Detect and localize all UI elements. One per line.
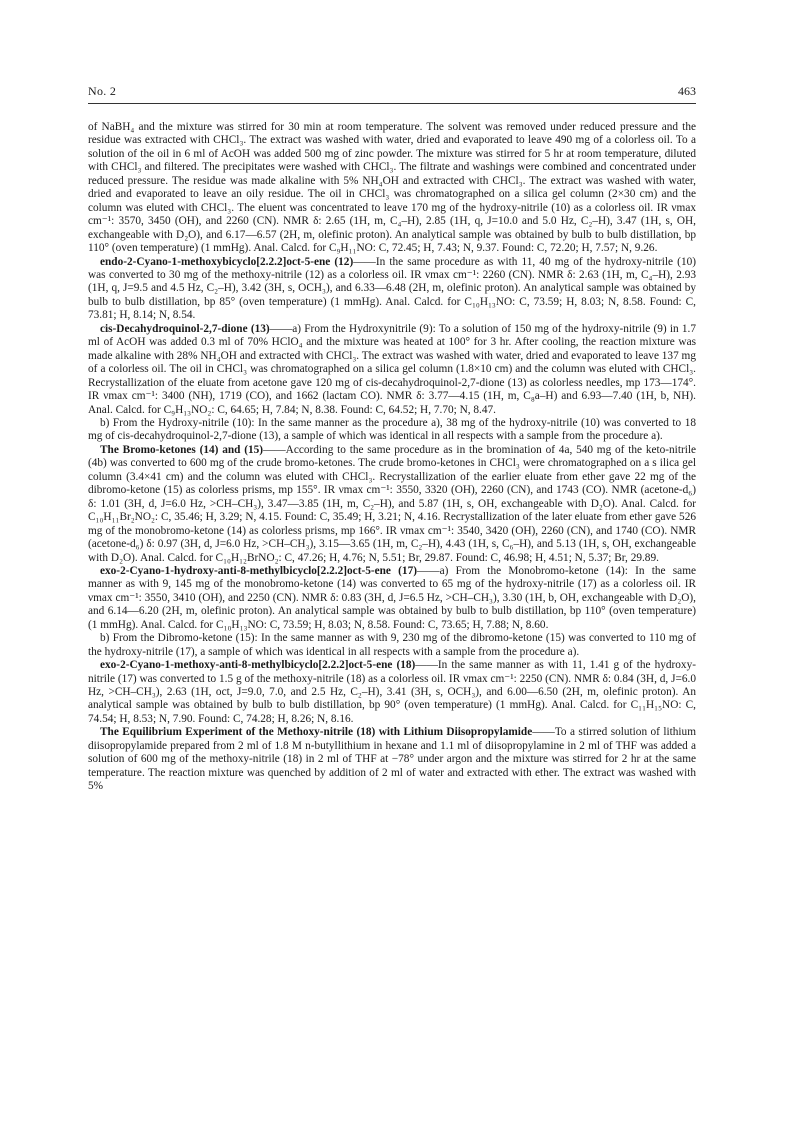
section-heading: exo-2-Cyano-1-methoxy-anti-8-methylbicyclo[2.2.2]oct-5-ene (18) [100,659,416,672]
body-text [88,121,696,794]
section-heading: The Bromo-ketones (14) and (15) [100,443,264,456]
procedure-b-13 [88,417,696,444]
section-bromo-ketones [88,444,696,565]
paragraph-text: b) From the Dibromo-ketone (15): In the same manner as with 9, 230 mg of the dibromo-ketone (15) was converted to 110 mg of the hydroxy-nitrile (17), a sample of which was identical in all respects with a sample from the procedure a). [88,632,696,658]
section-compound-12 [88,256,696,323]
paragraph-text: ——a) From the Hydroxynitrile (9): To a solution of 150 mg of the hydroxy-nitrile (9) in 1.7 ml of AcOH was added 0.3 ml of 70% HClO₄ and the mixture was heated at 100° for 3 hr. After cooling, the reaction mixture was made alkaline with 28% NH₄OH and extracted with CHCl₃. The extract was washed with water, dried and evaporated to leave 137 mg of a colorless oil. The oil in CHCl₃ was chromatographed on a silica gel column (1.8×10 cm) and the column was eluted with CHCl₃. Recrystallization of the eluate from acetone gave 120 mg of cis-decahydroquinol-2,7-dione (13) as colorless needles, mp 173—174°. IR νmax cm⁻¹: 3400 (NH), 1719 (CO), and 1662 (lactam CO). NMR δ: 3.77—4.15 (1H, m, C₈a–H) and 6.93—7.40 (1H, b, NH). Anal. Calcd. for C₉H₁₃NO₂: C, 64.65; H, 7.84; N, 8.38. Found: C, 64.52; H, 7.70; N, 8.47. [88,322,697,416]
header-rule [88,103,696,104]
paragraph-text: b) From the Hydroxy-nitrile (10): In the same manner as the procedure a), 38 mg of the hydroxy-nitrile (10) was converted to 18 mg of cis-decahydroquinol-2,7-dione (13), a sample of which was identical in all respects with a sample from the procedure a). [88,416,696,443]
paragraph-text: ——In the same manner as with 11, 1.41 g of the hydroxy-nitrile (17) was converted to 1.5 g of the methoxy-nitrile (18) as a colorless oil. IR νmax cm⁻¹: 2250 (CN). NMR δ: 0.84 (3H, d, J=6.0 Hz, >CH–CH₃), 2.63 (1H, oct, J=9.0, 7.0, and 2.5 Hz, C₂–H), 3.41 (3H, s, OCH₃), and 6.00—6.50 (2H, m, olefinic proton). An analytical sample was obtained by bulb to bulb distillation, bp 90° (oven temperature) (1 mmHg). Anal. Calcd. for C₁₁H₁₅NO: C, 74.54; H, 8.53; N, 7.90. Found: C, 74.28; H, 8.26; N, 8.16. [88,659,696,725]
section-compound-17 [88,565,696,632]
section-heading: cis-Decahydroquinol-2,7-dione (13) [100,322,270,335]
section-compound-18 [88,659,696,726]
page-number: 463 [678,84,696,98]
procedure-b-17 [88,632,696,659]
paragraph-text: of NaBH₄ and the mixture was stirred for 30 min at room temperature. The solvent was removed under reduced pressure and the residue was extracted with CHCl₃. The extract was washed with water, dried and evaporated to leave 490 mg of a colorless oil. To a solution of the oil in 6 ml of AcOH was added 500 mg of zinc powder. The mixture was stirred for 5 hr at room temperature, diluted with CHCl₃ and filtered. The precipitates were washed with CHCl₃. The filtrate and washings were combined and concentrated under reduced pressure. The residue was made alkaline with 5% NH₄OH and extracted with CHCl₃. The extract was washed with water, dried and evaporated to leave an oily residue. The oil in CHCl₃ was chromatographed on a silica gel column (2×30 cm) and the column was eluted with CHCl₃. The eluent was concentrated to leave 170 mg of the hydroxy-nitrile (10) as a colorless oil. IR νmax cm⁻¹: 3570, 3450 (OH), and 2260 (CN). NMR δ: 2.65 (1H, m, C₄–H), 2.85 (1H, q, J=10.0 and 5.0 Hz, C₂–H), 3.47 (1H, s, OH, exchangeable with D₂O), and 6.17—6.57 (2H, m, olefinic proton). An analytical sample was obtained by bulb to bulb distillation, bp 110° (oven temperature) (1 mmHg). Anal. Calcd. for C₉H₁₁NO: C, 72.45; H, 7.43; N, 9.37. Found: C, 72.20; H, 7.57; N, 9.26. [88,121,696,255]
section-equilibrium-experiment [88,726,696,793]
paragraph-text: ——According to the same procedure as in the bromination of 4a, 540 mg of the keto-nitrile (4b) was converted to 600 mg of the crude bromo-ketones. The crude bromo-ketones in CHCl₃ were chromatographed on a s ilica gel column (3.4×41 cm) and the column was eluted with CHCl₃. Recrystallization of the earlier eluate from ether gave 22 mg of the dibromo-ketone (15) as colorless prisms, mp 155°. IR νmax cm⁻¹: 3550, 3320 (OH), 2260 (CN), and 1743 (CO). NMR (acetone-d₆) δ: 1.01 (3H, d, J=6.0 Hz, >CH–CH₃), 3.47—3.85 (1H, m, C₂–H), and 5.87 (1H, s, OH, exchangeable with D₂O). Anal. Calcd. for C₁₀H₁₁Br₂NO₂: C, 35.46; H, 3.29; N, 4.15. Found: C, 35.49; H, 3.21; N, 4.16. Recrystallization of the later eluate from ether gave 526 mg of the monobromo-ketone (14) as colorless prisms, mp 166°. IR νmax cm⁻¹: 3540, 3420 (OH), 2260 (CN), and 1740 (CO). NMR (acetone-d₆) δ: 0.97 (3H, d, J=6.0 Hz, >CH–CH₃), 3.15—3.65 (1H, m, C₂–H), 4.43 (1H, s, C₆–H), and 5.13 (1H, s, OH, exchangeable with D₂O). Anal. Calcd. for C₁₀H₁₂BrNO₂: C, 47.26; H, 4.76; N, 5.51; Br, 29.87. Found: C, 46.98; H, 4.51; N, 5.37; Br, 29.89. [88,443,697,564]
journal-number: No. 2 [88,84,117,98]
section-compound-13 [88,323,696,417]
paragraph-continuation [88,121,696,256]
section-heading: The Equilibrium Experiment of the Methoxy-nitrile (18) with Lithium Diisopropylamide [100,726,533,739]
paragraph-text: ——To a stirred solution of lithium diisopropylamide prepared from 2 ml of 1.8 M n-butyllithium in hexane and 1.1 ml of diisopropylamine in 2 ml of THF was added a solution of 600 mg of the methoxy-nitrile (18) in 2 ml of THF at −78° under argon and the mixture was stirred for 2 hr at the same temperature. The reaction mixture was quenched by addition of 2 ml of water and extracted with ether. The extract was washed with 5% [88,726,696,793]
section-heading: endo-2-Cyano-1-methoxybicyclo[2.2.2]oct-5-ene (12) [100,255,354,268]
paragraph-text: ——a) From the Monobromo-ketone (14): In the same manner as with 9, 145 mg of the monobromo-ketone (14) was converted to 65 mg of the hydroxy-nitrile (17) as a colorless oil. IR νmax cm⁻¹: 3550, 3410 (OH), and 2250 (CN). NMR δ: 0.83 (3H, d, J=6.5 Hz, >CH–CH₃), 3.30 (1H, b, OH, exchangeable with D₂O), and 6.14—6.20 (2H, m, olefinic proton). An analytical sample was obtained by bulb to bulb distillation, bp 110° (oven temperature) (1 mmHg). Anal. Calcd. for C₁₀H₁₃NO: C, 73.59; H, 8.03; N, 8.58. Found: C, 73.65; H, 7.88; N, 8.60. [88,564,696,631]
section-heading: exo-2-Cyano-1-hydroxy-anti-8-methylbicyclo[2.2.2]oct-5-ene (17) [100,564,417,577]
running-head [88,84,696,104]
paragraph-text: ——In the same procedure as with 11, 40 mg of the hydroxy-nitrile (10) was converted to 30 mg of the methoxy-nitrile (12) as a colorless oil. IR νmax cm⁻¹: 2260 (CN). NMR δ: 2.63 (1H, m, C₄–H), 2.93 (1H, q, J=9.5 and 4.5 Hz, C₂–H), 3.42 (3H, s, OCH₃), and 6.33—6.48 (2H, m, olefinic proton). An analytical sample was obtained by bulb to bulb distillation, bp 85° (oven temperature) (1 mmHg). Anal. Calcd. for C₁₀H₁₃NO: C, 73.59; H, 8.03; N, 8.58. Found: C, 73.81; H, 8.14; N, 8.54. [88,255,697,322]
